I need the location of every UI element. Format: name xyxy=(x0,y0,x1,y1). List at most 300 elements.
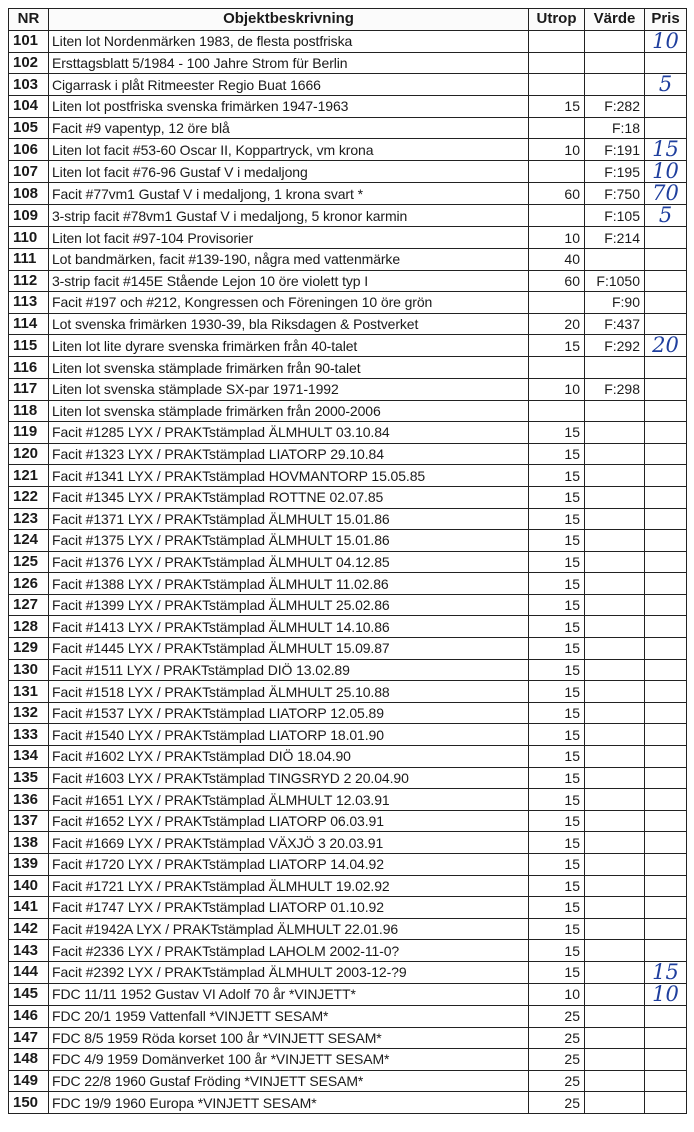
lot-number: 120 xyxy=(9,443,49,465)
lot-description: FDC 19/9 1960 Europa *VINJETT SESAM* xyxy=(49,1092,529,1114)
header-varde: Värde xyxy=(585,9,645,31)
lot-pris xyxy=(645,940,687,962)
table-row xyxy=(9,52,687,74)
lot-description: Liten lot Nordenmärken 1983, de flesta postfriska xyxy=(49,30,529,52)
lot-pris xyxy=(645,530,687,552)
lot-description: Facit #1341 LYX / PRAKTstämplad HOVMANTORP 15.05.85 xyxy=(49,465,529,487)
lot-number: 105 xyxy=(9,117,49,139)
lot-utrop xyxy=(529,292,585,314)
lot-pris xyxy=(645,983,687,1005)
lot-varde xyxy=(585,702,645,724)
lot-utrop: 15 xyxy=(529,724,585,746)
table-row xyxy=(9,746,687,768)
lot-description: FDC 11/11 1952 Gustav VI Adolf 70 år *VINJETT* xyxy=(49,983,529,1005)
table-row xyxy=(9,1092,687,1114)
lot-number: 125 xyxy=(9,551,49,573)
table-row xyxy=(9,854,687,876)
lot-pris xyxy=(645,139,687,161)
lot-description: Facit #1413 LYX / PRAKTstämplad ÄLMHULT 14.10.86 xyxy=(49,616,529,638)
lot-description: Cigarrask i plåt Ritmeester Regio Buat 1666 xyxy=(49,74,529,96)
lot-varde xyxy=(585,940,645,962)
lot-table xyxy=(8,8,687,1114)
lot-varde xyxy=(585,961,645,983)
lot-number: 143 xyxy=(9,940,49,962)
lot-utrop: 15 xyxy=(529,832,585,854)
lot-pris xyxy=(645,465,687,487)
lot-varde xyxy=(585,789,645,811)
lot-number: 119 xyxy=(9,422,49,444)
lot-number: 111 xyxy=(9,248,49,270)
lot-varde: F:437 xyxy=(585,313,645,335)
table-row xyxy=(9,573,687,595)
lot-table-body xyxy=(9,30,687,1113)
lot-number: 146 xyxy=(9,1005,49,1027)
lot-pris xyxy=(645,854,687,876)
lot-number: 106 xyxy=(9,139,49,161)
lot-utrop: 10 xyxy=(529,983,585,1005)
table-row xyxy=(9,897,687,919)
lot-utrop: 15 xyxy=(529,940,585,962)
lot-varde xyxy=(585,875,645,897)
lot-utrop: 15 xyxy=(529,789,585,811)
lot-pris xyxy=(645,810,687,832)
lot-number: 101 xyxy=(9,30,49,52)
lot-number: 136 xyxy=(9,789,49,811)
lot-description: Facit #9 vapentyp, 12 öre blå xyxy=(49,117,529,139)
table-row xyxy=(9,789,687,811)
lot-description: Liten lot lite dyrare svenska frimärken från 40-talet xyxy=(49,335,529,357)
lot-description: Facit #1540 LYX / PRAKTstämplad LIATORP 18.01.90 xyxy=(49,724,529,746)
lot-description: Liten lot postfriska svenska frimärken 1947-1963 xyxy=(49,96,529,118)
lot-utrop: 60 xyxy=(529,183,585,205)
lot-description: Facit #1747 LYX / PRAKTstämplad LIATORP 01.10.92 xyxy=(49,897,529,919)
lot-varde: F:105 xyxy=(585,205,645,227)
lot-number: 126 xyxy=(9,573,49,595)
lot-description: Facit #197 och #212, Kongressen och Föreningen 10 öre grön xyxy=(49,292,529,314)
lot-utrop: 15 xyxy=(529,875,585,897)
lot-pris xyxy=(645,594,687,616)
lot-varde xyxy=(585,616,645,638)
lot-description: FDC 4/9 1959 Domänverket 100 år *VINJETT SESAM* xyxy=(49,1049,529,1071)
table-row xyxy=(9,659,687,681)
lot-number: 109 xyxy=(9,205,49,227)
lot-utrop: 15 xyxy=(529,530,585,552)
lot-utrop: 15 xyxy=(529,659,585,681)
lot-pris xyxy=(645,248,687,270)
lot-varde: F:214 xyxy=(585,227,645,249)
lot-number: 113 xyxy=(9,292,49,314)
lot-number: 135 xyxy=(9,767,49,789)
lot-utrop: 15 xyxy=(529,810,585,832)
table-row xyxy=(9,465,687,487)
lot-description: Facit #77vm1 Gustaf V i medaljong, 1 krona svart * xyxy=(49,183,529,205)
lot-pris xyxy=(645,702,687,724)
lot-pris xyxy=(645,486,687,508)
lot-number: 130 xyxy=(9,659,49,681)
lot-description: Liten lot svenska stämplade frimärken från 2000-2006 xyxy=(49,400,529,422)
lot-description: 3-strip facit #145E Stående Lejon 10 öre violett typ I xyxy=(49,270,529,292)
lot-varde xyxy=(585,52,645,74)
lot-description: Facit #2392 LYX / PRAKTstämplad ÄLMHULT 2003-12-?9 xyxy=(49,961,529,983)
table-row xyxy=(9,205,687,227)
lot-varde xyxy=(585,746,645,768)
lot-description: Facit #1375 LYX / PRAKTstämplad ÄLMHULT 15.01.86 xyxy=(49,530,529,552)
lot-utrop: 15 xyxy=(529,443,585,465)
lot-number: 117 xyxy=(9,378,49,400)
lot-pris xyxy=(645,724,687,746)
lot-utrop: 15 xyxy=(529,96,585,118)
table-row xyxy=(9,335,687,357)
lot-varde: F:90 xyxy=(585,292,645,314)
lot-varde: F:191 xyxy=(585,139,645,161)
lot-description: Facit #1652 LYX / PRAKTstämplad LIATORP 06.03.91 xyxy=(49,810,529,832)
lot-number: 110 xyxy=(9,227,49,249)
lot-varde xyxy=(585,1092,645,1114)
lot-utrop: 15 xyxy=(529,854,585,876)
lot-number: 138 xyxy=(9,832,49,854)
lot-utrop: 25 xyxy=(529,1092,585,1114)
lot-pris xyxy=(645,443,687,465)
lot-description: Facit #1388 LYX / PRAKTstämplad ÄLMHULT 11.02.86 xyxy=(49,573,529,595)
lot-pris xyxy=(645,30,687,52)
lot-pris xyxy=(645,746,687,768)
lot-description: Facit #1603 LYX / PRAKTstämplad TINGSRYD 2 20.04.90 xyxy=(49,767,529,789)
lot-pris xyxy=(645,96,687,118)
lot-description: Facit #1399 LYX / PRAKTstämplad ÄLMHULT 25.02.86 xyxy=(49,594,529,616)
table-row xyxy=(9,96,687,118)
lot-pris xyxy=(645,638,687,660)
lot-varde xyxy=(585,810,645,832)
lot-utrop: 60 xyxy=(529,270,585,292)
handwritten-price: 15 xyxy=(652,138,679,161)
lot-utrop: 15 xyxy=(529,681,585,703)
lot-varde xyxy=(585,681,645,703)
table-row xyxy=(9,681,687,703)
table-row xyxy=(9,594,687,616)
handwritten-price: 10 xyxy=(652,983,679,1006)
table-row xyxy=(9,616,687,638)
lot-number: 122 xyxy=(9,486,49,508)
lot-pris xyxy=(645,378,687,400)
lot-utrop: 15 xyxy=(529,573,585,595)
lot-varde xyxy=(585,832,645,854)
lot-utrop xyxy=(529,74,585,96)
lot-pris xyxy=(645,1070,687,1092)
lot-pris xyxy=(645,897,687,919)
lot-description: Facit #1445 LYX / PRAKTstämplad ÄLMHULT 15.09.87 xyxy=(49,638,529,660)
lot-description: Facit #1511 LYX / PRAKTstämplad DIÖ 13.02.89 xyxy=(49,659,529,681)
lot-utrop: 15 xyxy=(529,616,585,638)
lot-utrop: 15 xyxy=(529,638,585,660)
table-row xyxy=(9,400,687,422)
table-row xyxy=(9,810,687,832)
lot-utrop: 25 xyxy=(529,1027,585,1049)
lot-utrop xyxy=(529,161,585,183)
lot-description: Facit #1651 LYX / PRAKTstämplad ÄLMHULT 12.03.91 xyxy=(49,789,529,811)
lot-utrop xyxy=(529,117,585,139)
lot-description: Liten lot svenska stämplade SX-par 1971-1992 xyxy=(49,378,529,400)
table-row xyxy=(9,357,687,379)
header-utrop: Utrop xyxy=(529,9,585,31)
lot-description: Facit #1285 LYX / PRAKTstämplad ÄLMHULT 03.10.84 xyxy=(49,422,529,444)
lot-varde xyxy=(585,1005,645,1027)
table-row xyxy=(9,875,687,897)
lot-pris xyxy=(645,789,687,811)
table-row xyxy=(9,918,687,940)
lot-utrop: 10 xyxy=(529,378,585,400)
lot-number: 103 xyxy=(9,74,49,96)
handwritten-price: 5 xyxy=(658,204,673,227)
lot-utrop: 25 xyxy=(529,1049,585,1071)
lot-varde xyxy=(585,983,645,1005)
table-row xyxy=(9,292,687,314)
lot-varde: F:195 xyxy=(585,161,645,183)
lot-varde xyxy=(585,897,645,919)
lot-utrop xyxy=(529,52,585,74)
lot-pris xyxy=(645,205,687,227)
lot-description: FDC 8/5 1959 Röda korset 100 år *VINJETT SESAM* xyxy=(49,1027,529,1049)
lot-number: 118 xyxy=(9,400,49,422)
lot-description: Facit #1669 LYX / PRAKTstämplad VÄXJÖ 3 20.03.91 xyxy=(49,832,529,854)
lot-description: Facit #1602 LYX / PRAKTstämplad DIÖ 18.04.90 xyxy=(49,746,529,768)
lot-varde xyxy=(585,530,645,552)
lot-description: Facit #1323 LYX / PRAKTstämplad LIATORP 29.10.84 xyxy=(49,443,529,465)
lot-number: 141 xyxy=(9,897,49,919)
lot-utrop xyxy=(529,30,585,52)
lot-description: Facit #1376 LYX / PRAKTstämplad ÄLMHULT 04.12.85 xyxy=(49,551,529,573)
lot-utrop: 15 xyxy=(529,897,585,919)
handwritten-price: 15 xyxy=(652,961,679,984)
lot-utrop: 15 xyxy=(529,486,585,508)
lot-pris xyxy=(645,918,687,940)
lot-varde xyxy=(585,918,645,940)
table-row xyxy=(9,508,687,530)
lot-pris xyxy=(645,551,687,573)
lot-varde xyxy=(585,854,645,876)
lot-number: 127 xyxy=(9,594,49,616)
lot-varde xyxy=(585,508,645,530)
lot-varde xyxy=(585,551,645,573)
lot-pris xyxy=(645,961,687,983)
lot-varde: F:292 xyxy=(585,335,645,357)
table-row xyxy=(9,248,687,270)
table-row xyxy=(9,1005,687,1027)
lot-description: Facit #1518 LYX / PRAKTstämplad ÄLMHULT 25.10.88 xyxy=(49,681,529,703)
lot-pris xyxy=(645,227,687,249)
table-row xyxy=(9,117,687,139)
table-row xyxy=(9,161,687,183)
lot-utrop: 15 xyxy=(529,767,585,789)
lot-number: 148 xyxy=(9,1049,49,1071)
table-row xyxy=(9,702,687,724)
lot-varde xyxy=(585,659,645,681)
lot-varde xyxy=(585,74,645,96)
lot-number: 108 xyxy=(9,183,49,205)
lot-varde xyxy=(585,400,645,422)
lot-pris xyxy=(645,659,687,681)
lot-number: 131 xyxy=(9,681,49,703)
lot-description: Facit #1721 LYX / PRAKTstämplad ÄLMHULT 19.02.92 xyxy=(49,875,529,897)
lot-number: 137 xyxy=(9,810,49,832)
lot-number: 102 xyxy=(9,52,49,74)
lot-varde: F:282 xyxy=(585,96,645,118)
table-row xyxy=(9,183,687,205)
lot-varde xyxy=(585,30,645,52)
lot-pris xyxy=(645,1092,687,1114)
lot-utrop: 15 xyxy=(529,702,585,724)
table-row xyxy=(9,486,687,508)
lot-utrop: 15 xyxy=(529,422,585,444)
lot-number: 132 xyxy=(9,702,49,724)
lot-pris xyxy=(645,313,687,335)
handwritten-price: 20 xyxy=(652,334,679,357)
lot-varde xyxy=(585,724,645,746)
table-row xyxy=(9,983,687,1005)
table-row xyxy=(9,74,687,96)
table-row xyxy=(9,422,687,444)
handwritten-price: 5 xyxy=(658,73,673,96)
lot-number: 115 xyxy=(9,335,49,357)
lot-varde xyxy=(585,767,645,789)
table-row xyxy=(9,378,687,400)
table-row xyxy=(9,270,687,292)
lot-number: 129 xyxy=(9,638,49,660)
lot-pris xyxy=(645,161,687,183)
lot-varde xyxy=(585,638,645,660)
lot-number: 104 xyxy=(9,96,49,118)
lot-description: Facit #1720 LYX / PRAKTstämplad LIATORP 14.04.92 xyxy=(49,854,529,876)
lot-description: FDC 20/1 1959 Vattenfall *VINJETT SESAM* xyxy=(49,1005,529,1027)
header-nr: NR xyxy=(9,9,49,31)
lot-number: 139 xyxy=(9,854,49,876)
lot-varde xyxy=(585,357,645,379)
lot-number: 116 xyxy=(9,357,49,379)
lot-pris xyxy=(645,1027,687,1049)
lot-description: Ersttagsblatt 5/1984 - 100 Jahre Strom für Berlin xyxy=(49,52,529,74)
lot-pris xyxy=(645,270,687,292)
lot-utrop: 15 xyxy=(529,508,585,530)
lot-number: 114 xyxy=(9,313,49,335)
lot-varde xyxy=(585,1070,645,1092)
lot-number: 121 xyxy=(9,465,49,487)
lot-varde xyxy=(585,594,645,616)
header-description: Objektbeskrivning xyxy=(49,9,529,31)
lot-utrop: 10 xyxy=(529,139,585,161)
lot-pris xyxy=(645,357,687,379)
lot-description: Facit #2336 LYX / PRAKTstämplad LAHOLM 2002-11-0? xyxy=(49,940,529,962)
table-row xyxy=(9,30,687,52)
lot-pris xyxy=(645,74,687,96)
lot-varde xyxy=(585,248,645,270)
lot-description: Liten lot facit #97-104 Provisorier xyxy=(49,227,529,249)
lot-description: Facit #1537 LYX / PRAKTstämplad LIATORP 12.05.89 xyxy=(49,702,529,724)
table-row xyxy=(9,1070,687,1092)
table-row xyxy=(9,227,687,249)
lot-pris xyxy=(645,52,687,74)
lot-utrop: 25 xyxy=(529,1070,585,1092)
lot-number: 128 xyxy=(9,616,49,638)
lot-number: 133 xyxy=(9,724,49,746)
lot-utrop xyxy=(529,400,585,422)
handwritten-price: 70 xyxy=(652,182,679,205)
lot-utrop: 10 xyxy=(529,227,585,249)
lot-pris xyxy=(645,183,687,205)
lot-utrop: 20 xyxy=(529,313,585,335)
lot-varde: F:750 xyxy=(585,183,645,205)
lot-pris xyxy=(645,422,687,444)
table-row xyxy=(9,1027,687,1049)
lot-number: 123 xyxy=(9,508,49,530)
auction-sheet xyxy=(8,8,687,1114)
lot-varde xyxy=(585,465,645,487)
lot-utrop: 15 xyxy=(529,335,585,357)
lot-utrop: 25 xyxy=(529,1005,585,1027)
lot-description: Lot bandmärken, facit #139-190, några med vattenmärke xyxy=(49,248,529,270)
lot-description: Facit #1345 LYX / PRAKTstämplad ROTTNE 02.07.85 xyxy=(49,486,529,508)
lot-description: 3-strip facit #78vm1 Gustaf V i medaljong, 5 kronor karmin xyxy=(49,205,529,227)
lot-number: 149 xyxy=(9,1070,49,1092)
lot-pris xyxy=(645,335,687,357)
lot-varde xyxy=(585,1049,645,1071)
lot-pris xyxy=(645,875,687,897)
lot-number: 144 xyxy=(9,961,49,983)
lot-number: 140 xyxy=(9,875,49,897)
table-row xyxy=(9,724,687,746)
lot-utrop: 15 xyxy=(529,551,585,573)
lot-number: 147 xyxy=(9,1027,49,1049)
lot-number: 112 xyxy=(9,270,49,292)
lot-utrop xyxy=(529,357,585,379)
lot-varde xyxy=(585,486,645,508)
handwritten-price: 10 xyxy=(652,30,679,53)
lot-utrop: 15 xyxy=(529,594,585,616)
lot-utrop: 15 xyxy=(529,746,585,768)
lot-pris xyxy=(645,117,687,139)
lot-varde xyxy=(585,422,645,444)
lot-utrop: 40 xyxy=(529,248,585,270)
lot-pris xyxy=(645,681,687,703)
header-row xyxy=(9,9,687,31)
lot-varde xyxy=(585,1027,645,1049)
table-row xyxy=(9,832,687,854)
lot-description: FDC 22/8 1960 Gustaf Fröding *VINJETT SESAM* xyxy=(49,1070,529,1092)
lot-varde xyxy=(585,443,645,465)
lot-number: 145 xyxy=(9,983,49,1005)
table-row xyxy=(9,139,687,161)
lot-description: Liten lot facit #76-96 Gustaf V i medaljong xyxy=(49,161,529,183)
lot-number: 150 xyxy=(9,1092,49,1114)
lot-description: Facit #1942A LYX / PRAKTstämplad ÄLMHULT 22.01.96 xyxy=(49,918,529,940)
lot-description: Liten lot svenska stämplade frimärken från 90-talet xyxy=(49,357,529,379)
table-row xyxy=(9,961,687,983)
table-row xyxy=(9,313,687,335)
lot-pris xyxy=(645,616,687,638)
handwritten-price: 10 xyxy=(652,160,679,183)
lot-utrop xyxy=(529,205,585,227)
lot-description: Facit #1371 LYX / PRAKTstämplad ÄLMHULT 15.01.86 xyxy=(49,508,529,530)
lot-pris xyxy=(645,1005,687,1027)
lot-varde: F:18 xyxy=(585,117,645,139)
lot-utrop: 15 xyxy=(529,918,585,940)
lot-description: Lot svenska frimärken 1930-39, bla Riksdagen & Postverket xyxy=(49,313,529,335)
lot-pris xyxy=(645,832,687,854)
lot-pris xyxy=(645,767,687,789)
lot-number: 107 xyxy=(9,161,49,183)
lot-number: 142 xyxy=(9,918,49,940)
lot-utrop: 15 xyxy=(529,961,585,983)
table-row xyxy=(9,551,687,573)
lot-description: Liten lot facit #53-60 Oscar II, Koppartryck, vm krona xyxy=(49,139,529,161)
